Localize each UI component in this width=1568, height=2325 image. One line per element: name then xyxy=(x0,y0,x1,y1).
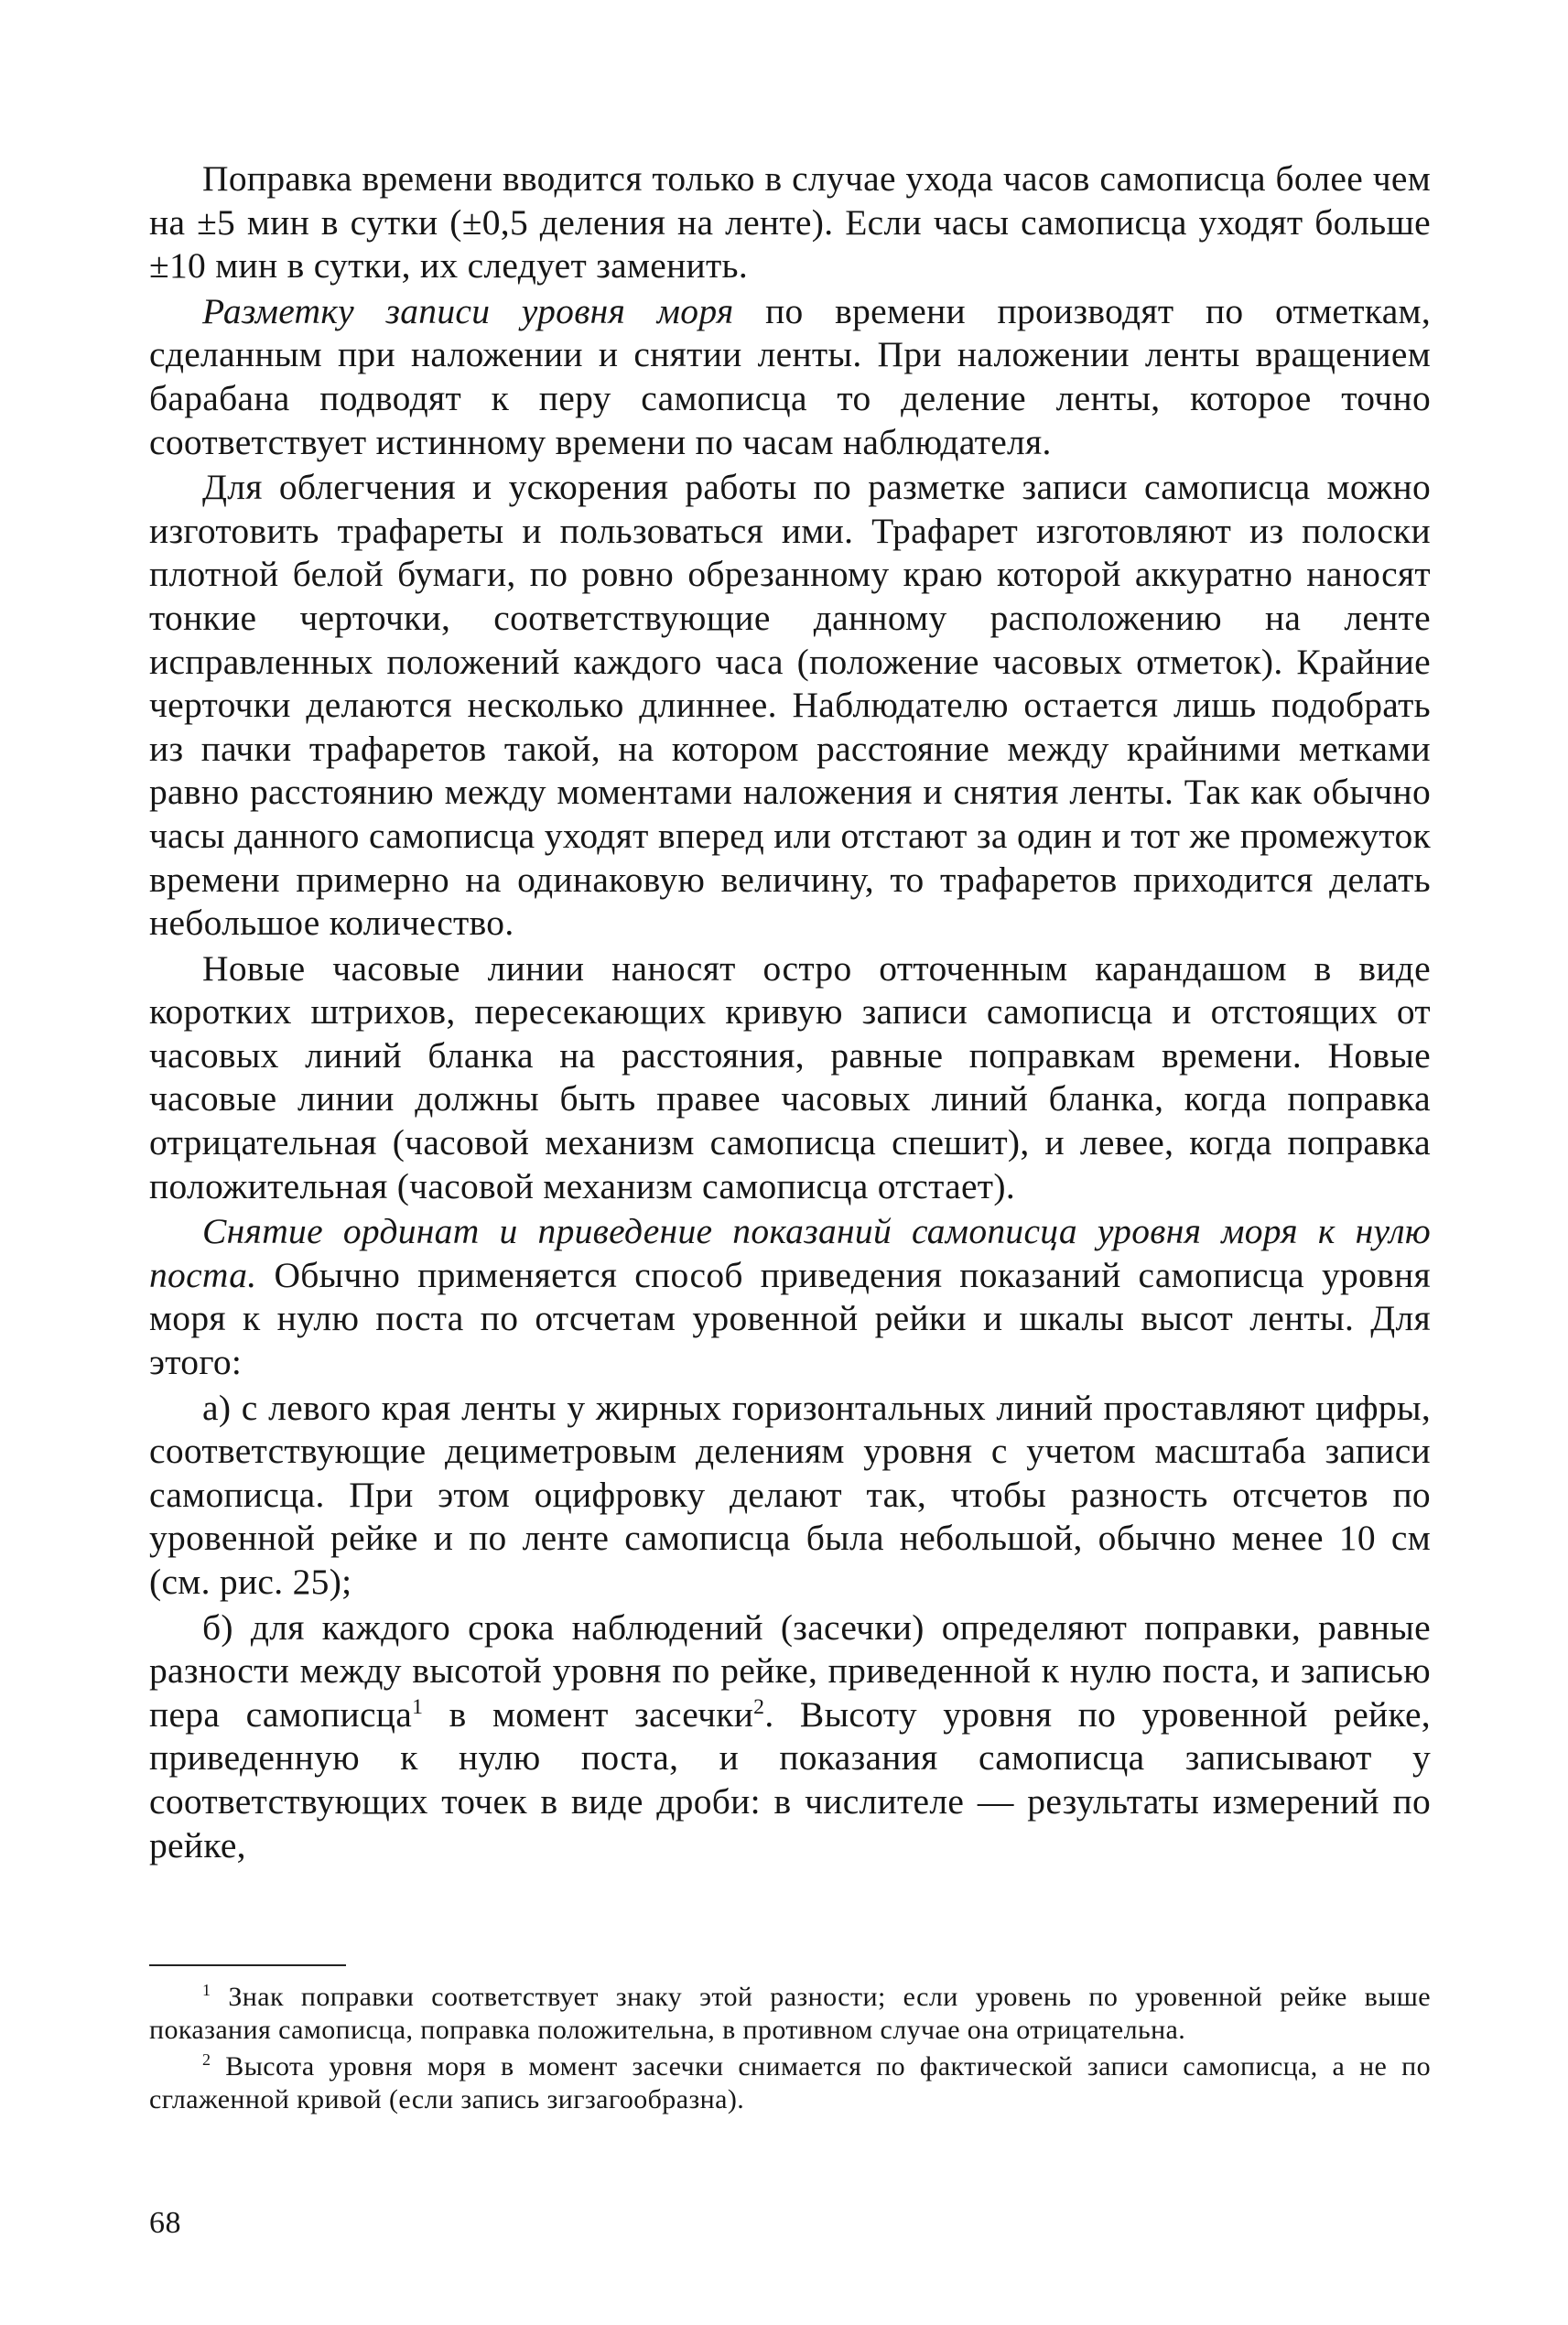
text-run: в момент засечки xyxy=(423,1693,754,1735)
main-text xyxy=(149,157,1431,1869)
paragraph-hour-lines xyxy=(149,947,1431,1209)
text-run: Обычно применяется способ приведения показаний самописца уровня моря к нулю поста по отсчетам уровенной рейки и шкалы высот ленты. Для этого: xyxy=(149,1254,1431,1383)
text-run: Для облегчения и ускорения работы по разметке записи самописца можно изготовить трафареты и пользоваться ими. Трафарет изготовляют из полоски плотной белой бумаги, по ровно обрезанному краю которой аккуратно наносят тонкие черточки, соответствующие данному расположению на ленте исправленных положений каждого часа (положение часовых отметок). Крайние черточки делаются несколько длиннее. Наблюдателю остается лишь подобрать из пачки трафаретов такой, на котором расстояние между крайними метками равно расстоянию между моментами наложения и снятия ленты. Так как обычно часы данного самописца уходят вперед или отстают за один и тот же промежуток времени примерно на одинаковую величину, то трафаретов приходится делать небольшое количество. xyxy=(149,467,1431,944)
italic-heading: Разметку записи уровня моря xyxy=(202,290,734,331)
text-run: а) с левого края ленты у жирных горизонтальных линий проставляют цифры, соответствующие дециметровым делениям уровня с учетом масштаба записи самописца. При этом оцифровку делают так, чтобы разность отсчетов по уровенной рейке и по ленте самописца была небольшой, обычно менее 10 см (см. рис. 25); xyxy=(149,1387,1431,1602)
italic-heading: Снятие ординат и приведение показаний самописца уровня моря к нулю поста. xyxy=(149,1211,1431,1295)
footnote-2 xyxy=(149,2050,1431,2116)
paragraph-stencils xyxy=(149,466,1431,946)
paragraph-marking-record xyxy=(149,290,1431,464)
page-number: 68 xyxy=(149,2206,181,2240)
footnotes xyxy=(149,1981,1431,2120)
text-run: Поправка времени вводится только в случае ухода часов самописца более чем на ±5 мин в сутки (±0,5 деления на ленте). Если часы самописца уходят больше ±10 мин в сутки, их следует заменить. xyxy=(149,158,1431,287)
footnote-ref-1: 1 xyxy=(412,1694,424,1719)
footnote-text: Знак поправки соответствует знаку этой разности; если уровень по уровенной рейке выше показания самописца, поправка положительна, в противном случае она отрицательна. xyxy=(149,1982,1431,2045)
text-run: . Высоту уровня по уровенной рейке, приведенную к нулю поста, и показания самописца записывают у соответствующих точек в виде дроби: в числителе — результаты измерений по рейке, xyxy=(149,1693,1431,1865)
footnote-divider xyxy=(149,1964,346,1966)
paragraph-item-a xyxy=(149,1387,1431,1605)
text-run: б) для каждого срока наблюдений (засечки) определяют поправки, равные разности между высотой уровня по рейке, приведенной к нулю поста, и записью пера самописца xyxy=(149,1606,1431,1735)
footnote-marker: 2 xyxy=(202,2050,211,2069)
footnote-text: Высота уровня моря в момент засечки снимается по фактической записи самописца, а не по сглаженной кривой (если запись зигзагообразна). xyxy=(149,2051,1431,2114)
paragraph-item-b xyxy=(149,1606,1431,1868)
footnote-ref-2: 2 xyxy=(753,1694,765,1719)
paragraph-time-correction xyxy=(149,157,1431,288)
text-run: Новые часовые линии наносят остро отточенным карандашом в виде коротких штрихов, пересекающих кривую записи самописца и отстоящих от часовых линий бланка на расстояния, равные поправкам времени. Новые часовые линии должны быть правее часовых линий бланка, когда поправка отрицательная (часовой механизм самописца спешит), и левее, когда поправка положительная (часовой механизм самописца отстает). xyxy=(149,947,1431,1206)
footnote-marker: 1 xyxy=(202,1981,211,1999)
text-run: по времени производят по отметкам, сделанным при наложении и снятии ленты. При наложении ленты вращением барабана подводят к перу самописца то деление ленты, которое точно соответствует истинному времени по часам наблюдателя. xyxy=(149,290,1431,462)
footnote-1 xyxy=(149,1981,1431,2047)
paragraph-ordinates xyxy=(149,1210,1431,1384)
